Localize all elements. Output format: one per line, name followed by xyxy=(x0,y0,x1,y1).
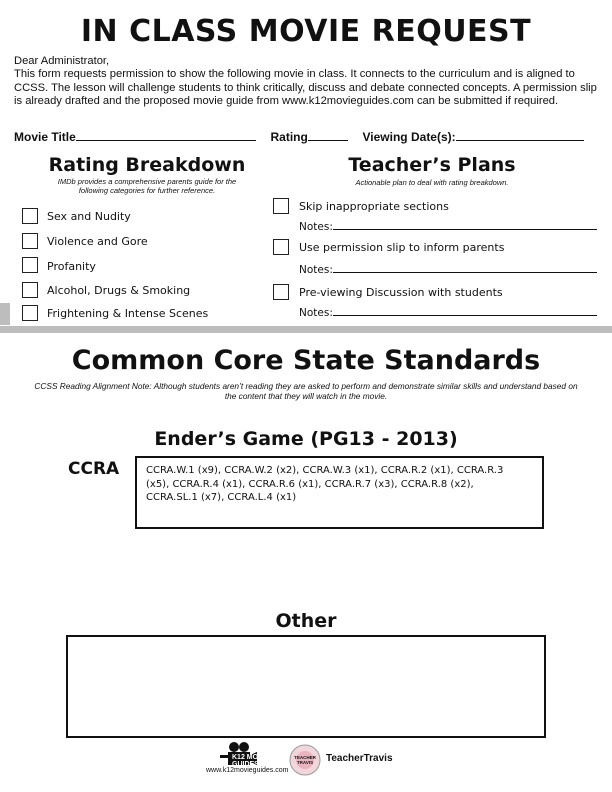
footer-url: www.k12movieguides.com xyxy=(206,767,289,774)
viewing-dates-field[interactable] xyxy=(456,129,584,141)
plan-item-permission-slip: Use permission slip to inform parents xyxy=(299,241,505,254)
notes-line-2[interactable] xyxy=(299,262,597,276)
logo-mark-text: K12 MOVIE GUIDES xyxy=(232,754,270,768)
rating-item-profanity: Profanity xyxy=(47,260,96,273)
rating-field[interactable] xyxy=(308,129,348,141)
k12-movie-guides-logo xyxy=(206,741,290,779)
rating-breakdown-subtitle: IMDb provides a comprehensive parents guide for the following categories for further reference. xyxy=(57,177,237,195)
ccra-label: CCRA xyxy=(68,459,120,479)
skip-sections-checkbox[interactable] xyxy=(273,198,289,214)
section-divider-bar xyxy=(0,326,612,333)
notes-label: Notes: xyxy=(299,264,333,276)
notes-line-1[interactable] xyxy=(299,219,597,233)
intro-letter xyxy=(14,55,600,109)
rating-label: Rating xyxy=(270,130,308,144)
ccss-heading: Common Core State Standards xyxy=(71,345,541,376)
intro-body: This form requests permission to show the following movie in class. It connects to the curriculum and is aligned to CCSS. The lesson will challenge students to think critically, discuss and debate connected concepts. A permission slip is already drafted and the proposed movie guide from www.k12movieguides.com can be submitted if required. xyxy=(14,68,597,108)
rating-item-frightening: Frightening & Intense Scenes xyxy=(47,307,209,320)
movie-title-field[interactable] xyxy=(76,129,256,141)
rating-item-alcohol-drugs: Alcohol, Drugs & Smoking xyxy=(47,284,191,297)
page-title: IN CLASS MOVIE REQUEST xyxy=(80,14,532,49)
notes-label: Notes: xyxy=(299,307,333,319)
rating-breakdown-heading: Rating Breakdown xyxy=(48,154,246,176)
previewing-discussion-checkbox[interactable] xyxy=(273,284,289,300)
ccss-note: CCSS Reading Alignment Note: Although students aren’t reading they are asked to perform and demonstrate similar skills and understand based on the content that they will watch in the movie. xyxy=(34,381,578,401)
permission-slip-checkbox[interactable] xyxy=(273,239,289,255)
request-fields xyxy=(14,129,584,144)
notes-line-3[interactable] xyxy=(299,305,597,319)
movie-heading: Ender’s Game (PG13 - 2013) xyxy=(154,428,458,450)
movie-title-label: Movie Title xyxy=(14,130,76,144)
profanity-checkbox[interactable] xyxy=(22,257,38,273)
rating-item-violence-gore: Violence and Gore xyxy=(47,235,148,248)
frightening-checkbox[interactable] xyxy=(22,305,38,321)
viewing-dates-label: Viewing Date(s): xyxy=(362,130,456,144)
teacher-logo-text: TEACHER TRAVIS xyxy=(294,755,316,765)
teacher-plans-subtitle: Actionable plan to deal with rating breakdown. xyxy=(355,178,509,187)
teacher-travis-name: TeacherTravis xyxy=(326,753,393,764)
alcohol-drugs-checkbox[interactable] xyxy=(22,282,38,298)
plan-item-skip-sections: Skip inappropriate sections xyxy=(299,200,449,213)
teacher-plans-heading: Teacher’s Plans xyxy=(348,154,516,176)
notes-label: Notes: xyxy=(299,221,333,233)
sex-nudity-checkbox[interactable] xyxy=(22,208,38,224)
plan-item-previewing-discussion: Pre-viewing Discussion with students xyxy=(299,286,503,299)
teacher-travis-logo xyxy=(288,743,322,777)
other-box[interactable] xyxy=(66,635,546,738)
rating-item-sex-nudity: Sex and Nudity xyxy=(47,210,131,223)
violence-gore-checkbox[interactable] xyxy=(22,233,38,249)
other-heading: Other xyxy=(275,610,337,632)
left-edge-bar xyxy=(0,303,10,325)
ccra-standards-text: CCRA.W.1 (x9), CCRA.W.2 (x2), CCRA.W.3 (x1), CCRA.R.2 (x1), CCRA.R.3 (x5), CCRA.R.4 (x1), CCRA.R.6 (x1), CCRA.R.7 (x3), CCRA.R.8 (x2), CCRA.SL.1 (x7), CCRA.L.4 (x1) xyxy=(146,465,504,503)
intro-greeting: Dear Administrator, xyxy=(14,55,110,67)
